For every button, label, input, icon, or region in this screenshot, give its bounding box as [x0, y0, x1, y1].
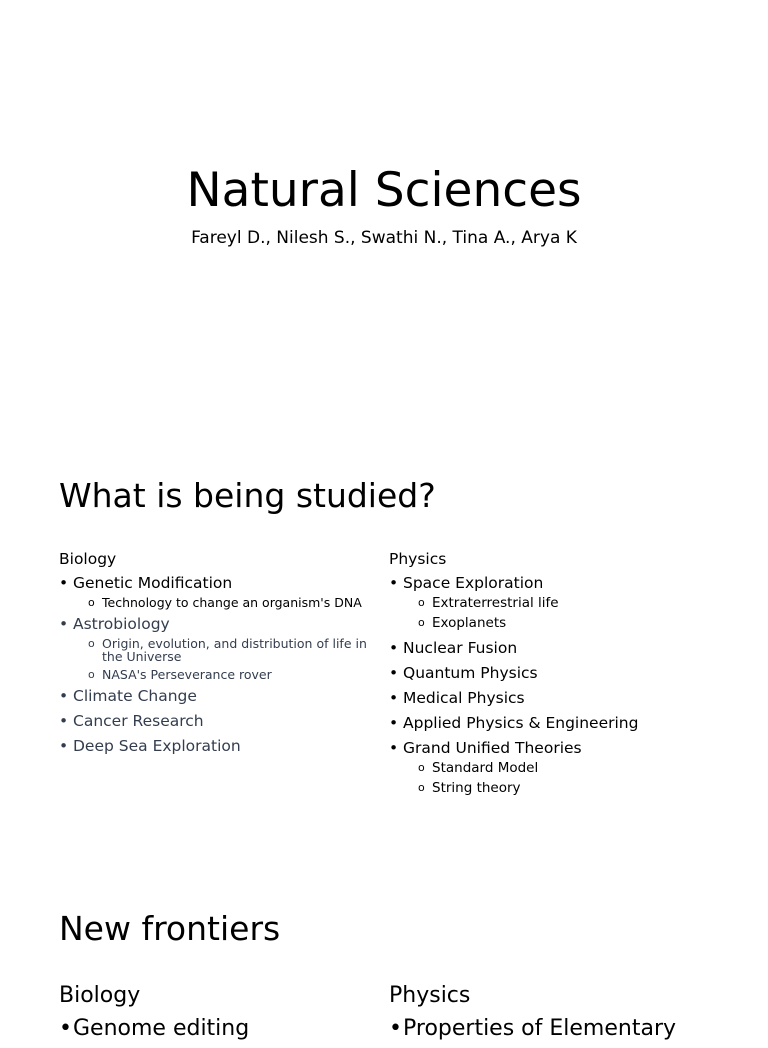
- sub-list-item: [418, 613, 719, 633]
- frontiers-biology-heading: Biology: [59, 983, 141, 1008]
- frontiers-physics-column: [389, 981, 759, 1048]
- list-item: [59, 1015, 379, 1043]
- frontiers-physics-list: [389, 1015, 759, 1043]
- sub-list-item-label: NASA's Perseverance rover: [102, 667, 272, 682]
- section-heading-frontiers: New frontiers: [59, 909, 281, 948]
- bullet-icon: •: [59, 1016, 72, 1041]
- bullet-icon: •: [59, 615, 69, 633]
- circle-bullet-icon: o: [88, 637, 95, 650]
- studied-physics-column: [389, 549, 719, 803]
- list-item: [389, 1015, 759, 1043]
- list-item-label: Genome editing: [73, 1016, 250, 1041]
- list-item: [59, 711, 379, 731]
- sub-list-item: [88, 596, 379, 609]
- studied-biology-column: [59, 549, 379, 761]
- list-item-label: Nuclear Fusion: [403, 639, 518, 657]
- bullet-icon: •: [389, 574, 399, 592]
- circle-bullet-icon: o: [88, 668, 95, 681]
- list-item-label: Genetic Modification: [73, 574, 233, 592]
- bullet-icon: •: [389, 1016, 402, 1041]
- list-item: [389, 738, 719, 798]
- sub-list-item-label: Technology to change an organism's DNA: [102, 595, 362, 610]
- circle-bullet-icon: o: [418, 781, 425, 794]
- sub-list-item: [418, 593, 719, 613]
- circle-bullet-icon: o: [88, 596, 95, 609]
- circle-bullet-icon: o: [418, 761, 425, 774]
- list-item-label: Climate Change: [73, 687, 197, 705]
- list-item-label: Astrobiology: [73, 615, 170, 633]
- sub-list-item: [418, 778, 719, 798]
- sub-list-item-label: Extraterrestrial life: [432, 595, 559, 611]
- section-heading-studied: What is being studied?: [59, 476, 436, 515]
- bullet-icon: •: [59, 574, 69, 592]
- authors: Fareyl D., Nilesh S., Swathi N., Tina A., Arya K: [191, 228, 577, 248]
- sub-list: [403, 758, 719, 798]
- circle-bullet-icon: o: [418, 616, 425, 629]
- sub-list-item: [88, 637, 379, 663]
- bullet-icon: •: [389, 689, 399, 707]
- sub-list-item-label: Exoplanets: [432, 615, 507, 631]
- title-slide: [0, 160, 768, 250]
- bullet-icon: •: [389, 739, 399, 757]
- sub-list-item: [418, 758, 719, 778]
- list-item-label: Grand Unified Theories: [403, 739, 582, 757]
- list-item-label: Applied Physics & Engineering: [403, 714, 639, 732]
- list-item: [389, 713, 719, 733]
- page-title: Natural Sciences: [186, 163, 582, 218]
- sub-list: [73, 596, 379, 609]
- list-item: [389, 688, 719, 708]
- sub-list-item-label: Origin, evolution, and distribution of life in the Universe: [102, 636, 367, 664]
- list-item-label: Medical Physics: [403, 689, 525, 707]
- sub-list-item: [88, 668, 379, 681]
- bullet-icon: •: [59, 687, 69, 705]
- frontiers-biology-column: [59, 981, 379, 1048]
- bullet-icon: •: [59, 712, 69, 730]
- sub-list-item-label: Standard Model: [432, 760, 539, 776]
- bullet-icon: •: [389, 639, 399, 657]
- biology-list: [59, 573, 379, 756]
- list-item: [59, 573, 379, 609]
- sub-list: [73, 637, 379, 681]
- list-item-label: Deep Sea Exploration: [73, 737, 241, 755]
- list-item: [59, 736, 379, 756]
- list-item-label: Properties of Elementary: [403, 1016, 677, 1041]
- list-item-label: Cancer Research: [73, 712, 204, 730]
- frontiers-biology-list: [59, 1015, 379, 1043]
- list-item-label: Space Exploration: [403, 574, 544, 592]
- sub-list-item-label: String theory: [432, 780, 521, 796]
- biology-heading: Biology: [59, 550, 117, 568]
- list-item: [59, 614, 379, 681]
- list-item: [389, 573, 719, 633]
- bullet-icon: •: [389, 714, 399, 732]
- frontiers-physics-heading: Physics: [389, 983, 471, 1008]
- circle-bullet-icon: o: [418, 596, 425, 609]
- bullet-icon: •: [389, 664, 399, 682]
- physics-heading: Physics: [389, 550, 447, 568]
- list-item: [59, 686, 379, 706]
- list-item: [389, 638, 719, 658]
- list-item: [389, 663, 719, 683]
- bullet-icon: •: [59, 737, 69, 755]
- sub-list: [403, 593, 719, 633]
- list-item-label: Quantum Physics: [403, 664, 538, 682]
- physics-list: [389, 573, 719, 798]
